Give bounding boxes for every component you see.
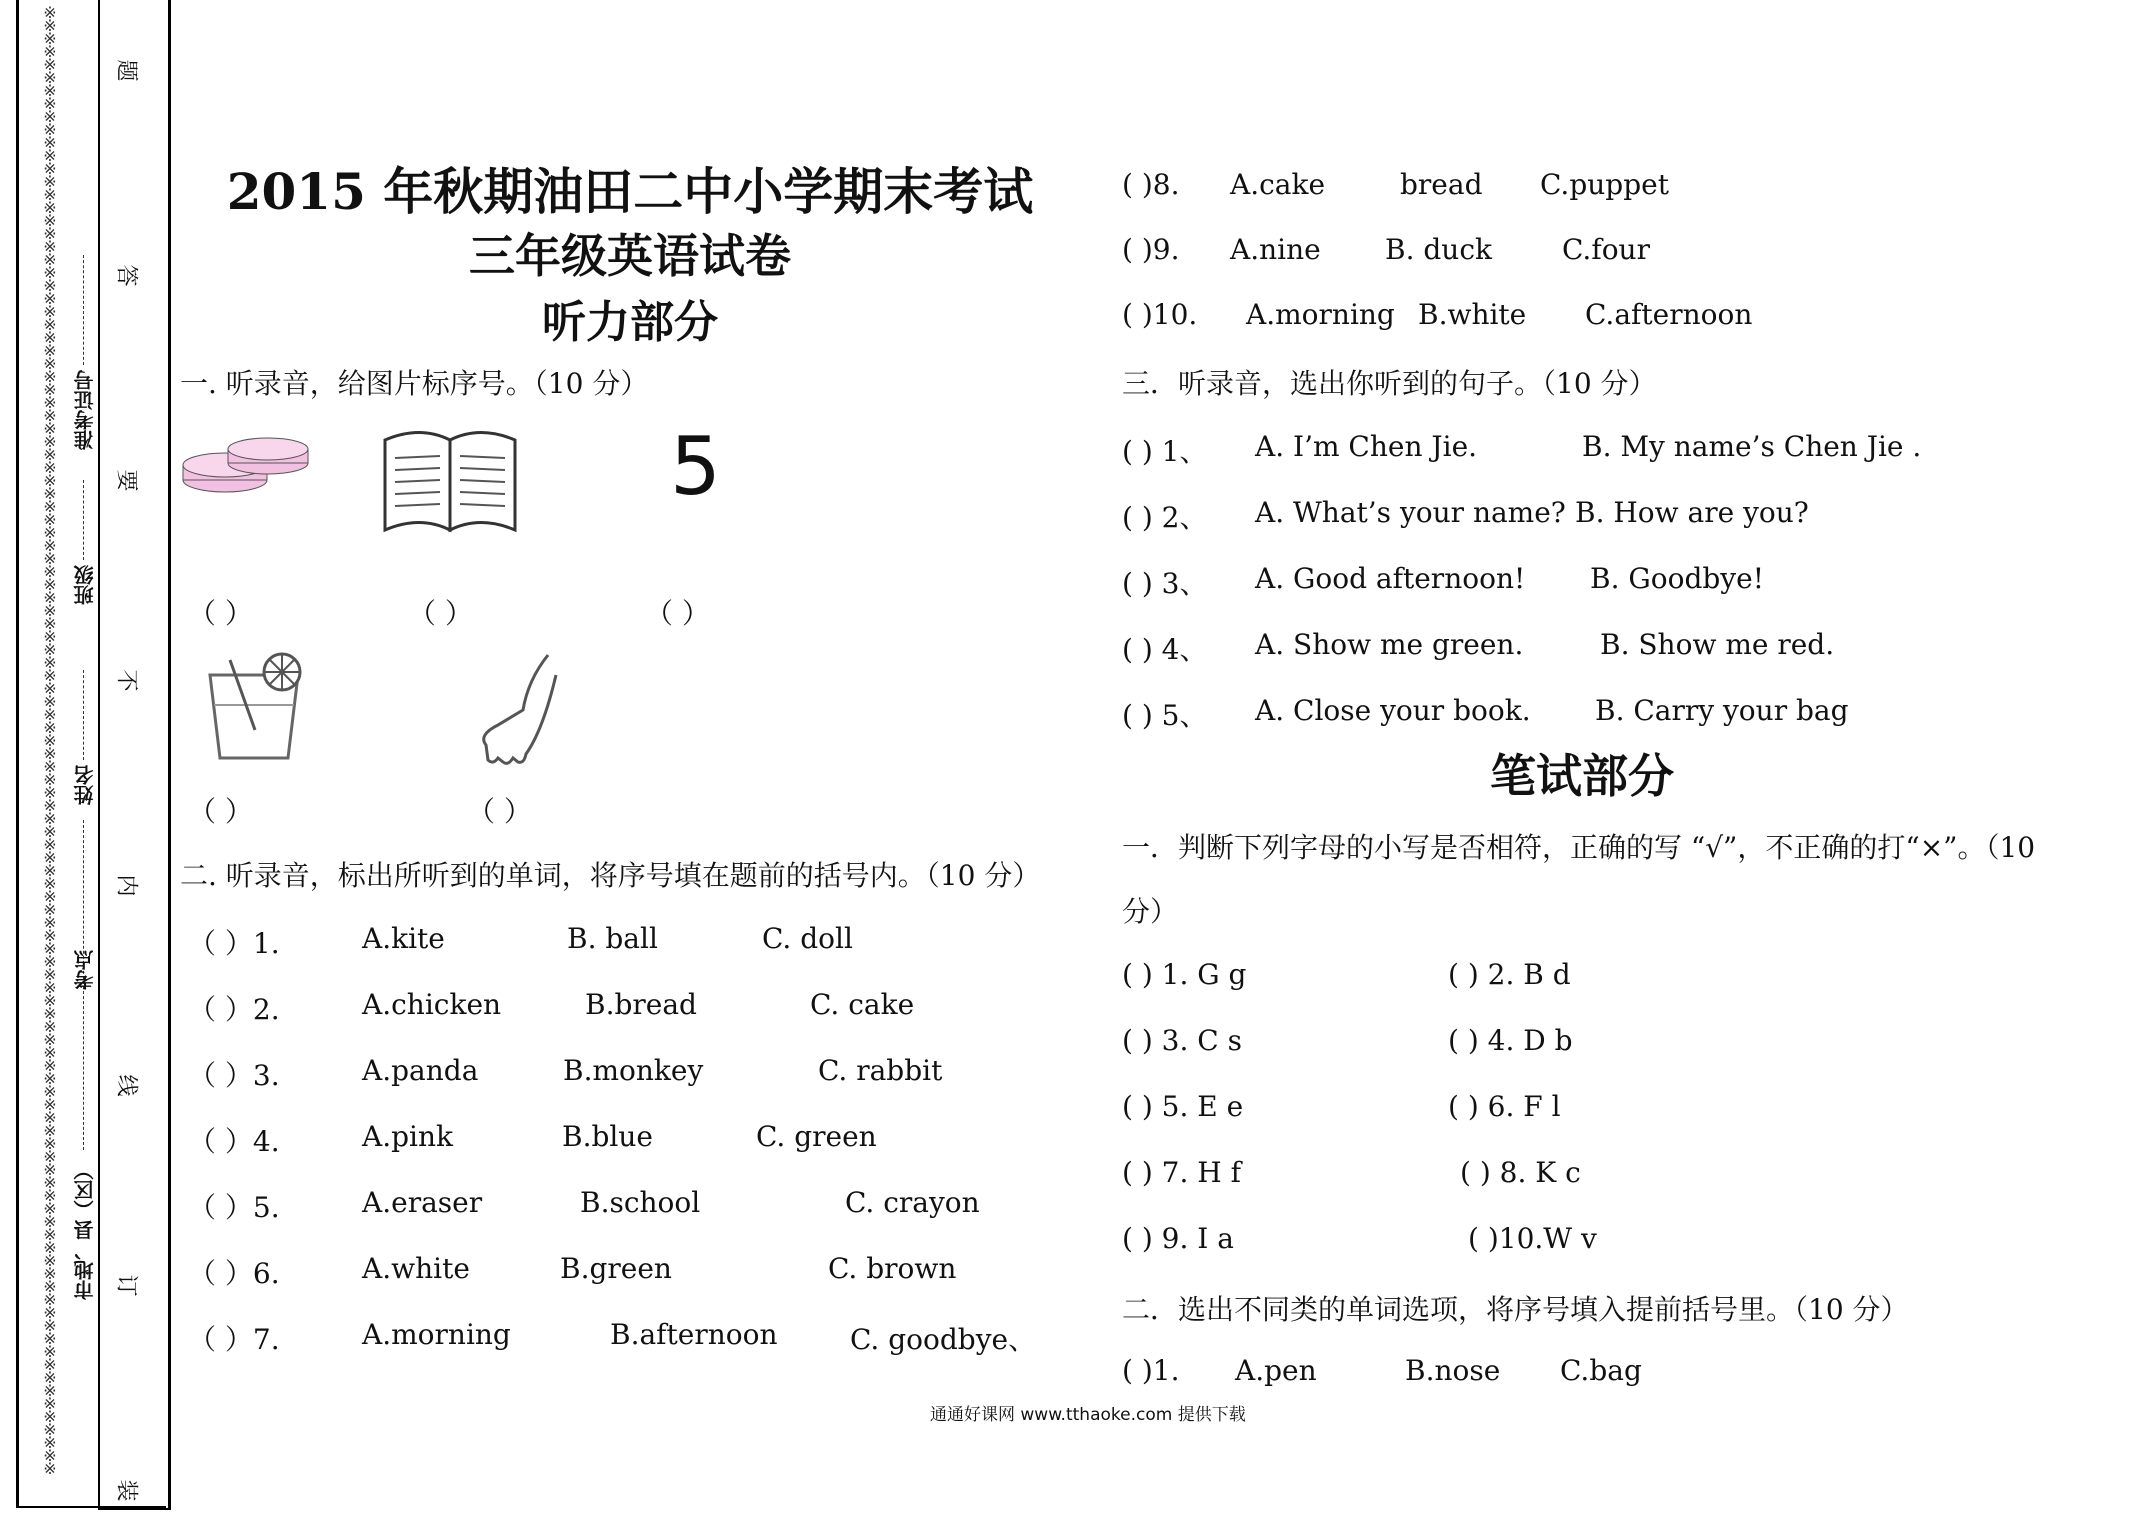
hand-icon: [468, 650, 568, 770]
option-a: A.chicken: [362, 988, 502, 1021]
option-a: A.morning: [1246, 298, 1395, 331]
letter-item[interactable]: ( ) 6. F l: [1448, 1090, 1561, 1123]
option-b: B.green: [560, 1252, 672, 1285]
item-number[interactable]: （ ）3.: [188, 1059, 280, 1092]
item-number[interactable]: ( ) 2、: [1122, 501, 1208, 534]
seal-char-7: 订: [113, 1274, 139, 1297]
option-b: B.blue: [562, 1120, 653, 1153]
option-c: C.puppet: [1540, 168, 1669, 201]
option-b: B.nose: [1405, 1354, 1501, 1387]
option-b: B.school: [580, 1186, 701, 1219]
option-c: C.bag: [1560, 1354, 1642, 1387]
writing-part2-instruction: 二．选出不同类的单词选项，将序号填入提前括号里。（10 分）: [1122, 1293, 1909, 1326]
option-b: B.afternoon: [610, 1318, 778, 1351]
section-writing-title: 笔试部分: [1490, 749, 1674, 803]
label-exam-site: 考点: [73, 950, 97, 990]
option-a: A. What’s your name?: [1255, 496, 1566, 529]
item-number[interactable]: ( )10.: [1122, 298, 1198, 331]
seal-char-1: 题: [113, 59, 139, 82]
item-number[interactable]: （ ）6.: [188, 1257, 280, 1290]
option-b: B. How are you?: [1575, 496, 1809, 529]
part3-instruction: 三．听录音，选出你听到的句子。（10 分）: [1122, 367, 1657, 400]
binding-margin: [8, 0, 158, 1510]
option-c: C.four: [1562, 233, 1650, 266]
letter-item[interactable]: ( ) 3. C s: [1122, 1024, 1242, 1057]
blank-2[interactable]: （ ）: [408, 597, 473, 630]
exam-title: 2015 年秋期油田二中小学期末考试: [226, 162, 1034, 221]
item-number[interactable]: ( )9.: [1122, 233, 1180, 266]
seal-char-4: 不: [113, 669, 139, 692]
option-b: B. My name’s Chen Jie .: [1582, 430, 1922, 463]
option-c: C. green: [756, 1120, 877, 1153]
option-c: C. doll: [762, 922, 853, 955]
letter-item[interactable]: ( ) 4. D b: [1448, 1024, 1573, 1057]
item-number[interactable]: ( ) 4、: [1122, 633, 1208, 666]
blank-1[interactable]: （ ）: [188, 597, 253, 630]
option-b: bread: [1400, 168, 1483, 201]
blank-5[interactable]: （ ）: [467, 795, 532, 828]
label-name: 姓名: [73, 765, 97, 805]
letter-item[interactable]: ( ) 9. I a: [1122, 1222, 1234, 1255]
writing-part1-instruction: 一．判断下列字母的小写是否相符，正确的写 “√”，不正确的打“×”。（10: [1122, 831, 2036, 864]
option-b: B. Carry your bag: [1595, 694, 1849, 727]
option-a: A. Show me green.: [1255, 628, 1524, 661]
item-number[interactable]: ( )8.: [1122, 168, 1180, 201]
letter-item[interactable]: ( ) 2. B d: [1448, 958, 1571, 991]
option-a: A.panda: [362, 1054, 479, 1087]
footer-credit: 通通好课网 www.tthaoke.com 提供下载: [930, 1405, 1246, 1425]
dash-number: [83, 255, 84, 365]
item-number[interactable]: ( )1.: [1122, 1354, 1180, 1387]
option-a: A.eraser: [362, 1186, 483, 1219]
option-a: A.pen: [1235, 1354, 1317, 1387]
option-a: A. Good afternoon!: [1255, 562, 1526, 595]
item-number[interactable]: （ ）7.: [188, 1323, 280, 1356]
option-a: A.kite: [362, 922, 445, 955]
seal-char-2: 答: [113, 264, 139, 287]
juice-icon: [200, 650, 310, 765]
option-b: B.bread: [585, 988, 697, 1021]
item-number[interactable]: （ ）5.: [188, 1191, 280, 1224]
label-exam-number: 准考证号: [73, 370, 97, 450]
frame-left-line: [16, 0, 19, 1508]
blank-4[interactable]: （ ）: [188, 795, 253, 828]
frame-bottom-line: [16, 1506, 166, 1508]
option-b: B. ball: [567, 922, 658, 955]
option-b: B.white: [1418, 298, 1527, 331]
option-c: C. rabbit: [818, 1054, 943, 1087]
letter-item[interactable]: ( ) 5. E e: [1122, 1090, 1244, 1123]
blank-3[interactable]: （ ）: [645, 597, 710, 630]
option-a: A.pink: [362, 1120, 453, 1153]
seal-char-8: 装: [113, 1479, 139, 1502]
option-a: A. I’m Chen Jie.: [1255, 430, 1478, 463]
picture-number: 5: [670, 420, 721, 513]
item-number[interactable]: ( ) 5、: [1122, 699, 1208, 732]
item-number[interactable]: ( ) 1、: [1122, 435, 1208, 468]
section-listening-title: 听力部分: [542, 297, 718, 348]
item-number[interactable]: （ ）4.: [188, 1125, 280, 1158]
option-b: B. duck: [1385, 233, 1492, 266]
cake-icon: [180, 425, 315, 505]
seal-char-3: 要: [113, 469, 139, 492]
option-b: B.monkey: [563, 1054, 704, 1087]
option-c: C. goodbye、: [850, 1323, 1037, 1356]
item-number[interactable]: ( ) 3、: [1122, 567, 1208, 600]
option-c: C. cake: [810, 988, 915, 1021]
book-icon: [375, 420, 525, 540]
option-b: B. Show me red.: [1600, 628, 1835, 661]
option-c: C. brown: [828, 1252, 957, 1285]
item-number[interactable]: （ ）2.: [188, 993, 280, 1026]
dash-name: [83, 670, 84, 760]
label-region: 市地、县（区）: [73, 1160, 97, 1300]
option-a: A.morning: [362, 1318, 511, 1351]
letter-item[interactable]: ( ) 8. K c: [1460, 1156, 1581, 1189]
letter-item[interactable]: ( )10.W v: [1468, 1222, 1597, 1255]
list-item: [188, 922, 280, 962]
option-b: B. Goodbye!: [1590, 562, 1764, 595]
option-a: A.white: [362, 1252, 470, 1285]
label-class: 班级: [73, 565, 97, 605]
option-a: A.cake: [1230, 168, 1326, 201]
option-c: C. crayon: [845, 1186, 980, 1219]
part1-instruction: 一. 听录音，给图片标序号。（10 分）: [180, 367, 649, 400]
option-c: C.afternoon: [1585, 298, 1753, 331]
star-border: ※※※※※※※※※※※※※※※※※※※※※※※※※※※※※※※※※※※※※※※※※※※※※※※※※※※※※※※※※※※※※※※※※※※※※※※※※※※※※※※※※※※※※※※※※※※※※※※※※※※※※※※※※※※※※※※※※: [43, 6, 57, 1478]
letter-item[interactable]: ( ) 1. G g: [1122, 958, 1247, 991]
part2-instruction: 二. 听录音，标出所听到的单词，将序号填在题前的括号内。（10 分）: [180, 859, 1041, 892]
letter-item[interactable]: ( ) 7. H f: [1122, 1156, 1241, 1189]
seal-char-5: 内: [113, 874, 139, 897]
dash-class: [83, 480, 84, 560]
item-number[interactable]: （ ）1.: [188, 927, 280, 960]
exam-subtitle: 三年级英语试卷: [469, 229, 791, 283]
option-a: A.nine: [1230, 233, 1321, 266]
option-a: A. Close your book.: [1255, 694, 1531, 727]
seal-char-6: 线: [113, 1074, 139, 1097]
writing-part1-instruction-cont: 分）: [1122, 895, 1179, 928]
